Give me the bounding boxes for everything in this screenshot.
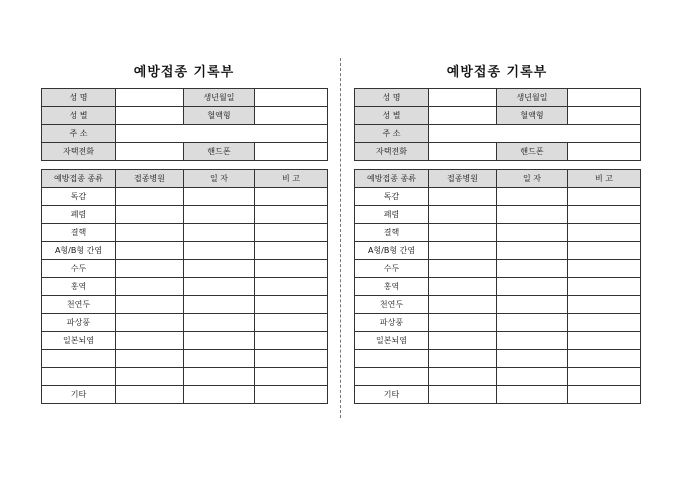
mobile-field[interactable] (568, 143, 641, 161)
vaccine-name: 파상풍 (355, 314, 429, 332)
date-cell[interactable] (497, 260, 568, 278)
mobile-label: 핸드폰 (184, 143, 255, 161)
hospital-cell[interactable] (116, 296, 184, 314)
remarks-cell[interactable] (255, 242, 328, 260)
vaccine-name[interactable] (42, 368, 116, 386)
date-cell[interactable] (497, 332, 568, 350)
vaccine-name: 파상풍 (42, 314, 116, 332)
date-cell[interactable] (184, 260, 255, 278)
mobile-label: 핸드폰 (497, 143, 568, 161)
remarks-cell[interactable] (568, 206, 641, 224)
section-gap (355, 161, 641, 170)
date-cell[interactable] (184, 296, 255, 314)
vaccine-name: 천연두 (355, 296, 429, 314)
hospital-cell[interactable] (429, 350, 497, 368)
remarks-cell[interactable] (255, 332, 328, 350)
hospital-cell[interactable] (116, 368, 184, 386)
gender-field[interactable] (116, 107, 184, 125)
remarks-cell[interactable] (568, 368, 641, 386)
date-cell[interactable] (497, 314, 568, 332)
blood-type-label: 혈액형 (184, 107, 255, 125)
remarks-cell[interactable] (255, 314, 328, 332)
date-cell[interactable] (184, 278, 255, 296)
name-field[interactable] (116, 89, 184, 107)
date-cell[interactable] (184, 368, 255, 386)
vaccine-name[interactable] (355, 350, 429, 368)
date-cell[interactable] (497, 224, 568, 242)
vaccine-name: A형/B형 간염 (42, 242, 116, 260)
vaccine-name: 수두 (42, 260, 116, 278)
vaccine-name: 천연두 (42, 296, 116, 314)
home-phone-label: 자택전화 (355, 143, 429, 161)
hospital-cell[interactable] (116, 224, 184, 242)
vaccine-name: 일본뇌염 (42, 332, 116, 350)
section-gap (42, 161, 328, 170)
hospital-cell[interactable] (116, 206, 184, 224)
remarks-cell[interactable] (255, 206, 328, 224)
col-vaccine-type: 예방접종 종류 (355, 170, 429, 188)
hospital-cell[interactable] (116, 386, 184, 404)
hospital-cell[interactable] (429, 278, 497, 296)
blood-type-field[interactable] (255, 107, 328, 125)
gender-field[interactable] (429, 107, 497, 125)
date-cell[interactable] (497, 206, 568, 224)
col-date: 일 자 (184, 170, 255, 188)
remarks-cell[interactable] (255, 260, 328, 278)
record-table (41, 88, 328, 404)
gender-label: 성 별 (42, 107, 116, 125)
hospital-cell[interactable] (116, 278, 184, 296)
date-cell[interactable] (184, 332, 255, 350)
remarks-cell[interactable] (568, 242, 641, 260)
date-cell[interactable] (497, 296, 568, 314)
home-phone-label: 자택전화 (42, 143, 116, 161)
hospital-cell[interactable] (429, 224, 497, 242)
blood-type-field[interactable] (568, 107, 641, 125)
home-phone-field[interactable] (429, 143, 497, 161)
remarks-cell[interactable] (568, 188, 641, 206)
date-cell[interactable] (497, 386, 568, 404)
name-label: 성 명 (355, 89, 429, 107)
address-label: 주 소 (355, 125, 429, 143)
birth-field[interactable] (568, 89, 641, 107)
date-cell[interactable] (184, 242, 255, 260)
cut-line (340, 58, 341, 418)
sheet-title: 예방접종 기록부 (133, 65, 235, 80)
hospital-cell[interactable] (429, 314, 497, 332)
date-cell[interactable] (497, 242, 568, 260)
remarks-cell[interactable] (568, 224, 641, 242)
remarks-cell[interactable] (568, 278, 641, 296)
hospital-cell[interactable] (429, 242, 497, 260)
vaccine-name[interactable] (42, 350, 116, 368)
vaccine-name: 홍역 (42, 278, 116, 296)
date-cell[interactable] (184, 386, 255, 404)
hospital-cell[interactable] (116, 242, 184, 260)
birth-label: 생년월일 (497, 89, 568, 107)
vaccine-name: 수두 (355, 260, 429, 278)
vaccine-name: A형/B형 간염 (355, 242, 429, 260)
col-remarks: 비 고 (255, 170, 328, 188)
date-cell[interactable] (184, 314, 255, 332)
remarks-cell[interactable] (255, 188, 328, 206)
date-cell[interactable] (184, 224, 255, 242)
birth-field[interactable] (255, 89, 328, 107)
date-cell[interactable] (497, 368, 568, 386)
blood-type-label: 혈액형 (497, 107, 568, 125)
col-remarks: 비 고 (568, 170, 641, 188)
hospital-cell[interactable] (116, 314, 184, 332)
record-table (354, 88, 641, 404)
col-vaccine-type: 예방접종 종류 (42, 170, 116, 188)
remarks-cell[interactable] (255, 386, 328, 404)
hospital-cell[interactable] (429, 386, 497, 404)
hospital-cell[interactable] (429, 332, 497, 350)
date-cell[interactable] (184, 206, 255, 224)
hospital-cell[interactable] (429, 260, 497, 278)
hospital-cell[interactable] (429, 188, 497, 206)
remarks-cell[interactable] (255, 224, 328, 242)
vaccine-name: 독감 (42, 188, 116, 206)
vaccine-name: 기타 (355, 386, 429, 404)
address-label: 주 소 (42, 125, 116, 143)
home-phone-field[interactable] (116, 143, 184, 161)
date-cell[interactable] (184, 188, 255, 206)
vaccine-name: 기타 (42, 386, 116, 404)
vaccine-name: 일본뇌염 (355, 332, 429, 350)
gender-label: 성 별 (355, 107, 429, 125)
hospital-cell[interactable] (429, 296, 497, 314)
remarks-cell[interactable] (568, 350, 641, 368)
remarks-cell[interactable] (568, 260, 641, 278)
remarks-cell[interactable] (255, 296, 328, 314)
vaccine-name: 결핵 (355, 224, 429, 242)
vaccine-name: 결핵 (42, 224, 116, 242)
hospital-cell[interactable] (116, 350, 184, 368)
vaccine-name[interactable] (355, 368, 429, 386)
name-field[interactable] (429, 89, 497, 107)
hospital-cell[interactable] (116, 188, 184, 206)
record-sheet-left (41, 62, 327, 404)
date-cell[interactable] (497, 278, 568, 296)
vaccine-name: 폐렴 (355, 206, 429, 224)
remarks-cell[interactable] (255, 368, 328, 386)
record-sheet-right (354, 62, 640, 404)
col-hospital: 접종병원 (116, 170, 184, 188)
vaccine-name: 홍역 (355, 278, 429, 296)
address-field[interactable] (429, 125, 641, 143)
remarks-cell[interactable] (568, 332, 641, 350)
vaccine-name: 폐렴 (42, 206, 116, 224)
remarks-cell[interactable] (568, 386, 641, 404)
hospital-cell[interactable] (116, 260, 184, 278)
date-cell[interactable] (497, 188, 568, 206)
name-label: 성 명 (42, 89, 116, 107)
address-field[interactable] (116, 125, 328, 143)
hospital-cell[interactable] (116, 332, 184, 350)
vaccine-name: 독감 (355, 188, 429, 206)
col-date: 일 자 (497, 170, 568, 188)
hospital-cell[interactable] (429, 368, 497, 386)
remarks-cell[interactable] (255, 278, 328, 296)
remarks-cell[interactable] (255, 350, 328, 368)
mobile-field[interactable] (255, 143, 328, 161)
sheet-title: 예방접종 기록부 (446, 65, 548, 80)
remarks-cell[interactable] (568, 314, 641, 332)
birth-label: 생년월일 (184, 89, 255, 107)
date-cell[interactable] (184, 350, 255, 368)
remarks-cell[interactable] (568, 296, 641, 314)
hospital-cell[interactable] (429, 206, 497, 224)
col-hospital: 접종병원 (429, 170, 497, 188)
date-cell[interactable] (497, 350, 568, 368)
